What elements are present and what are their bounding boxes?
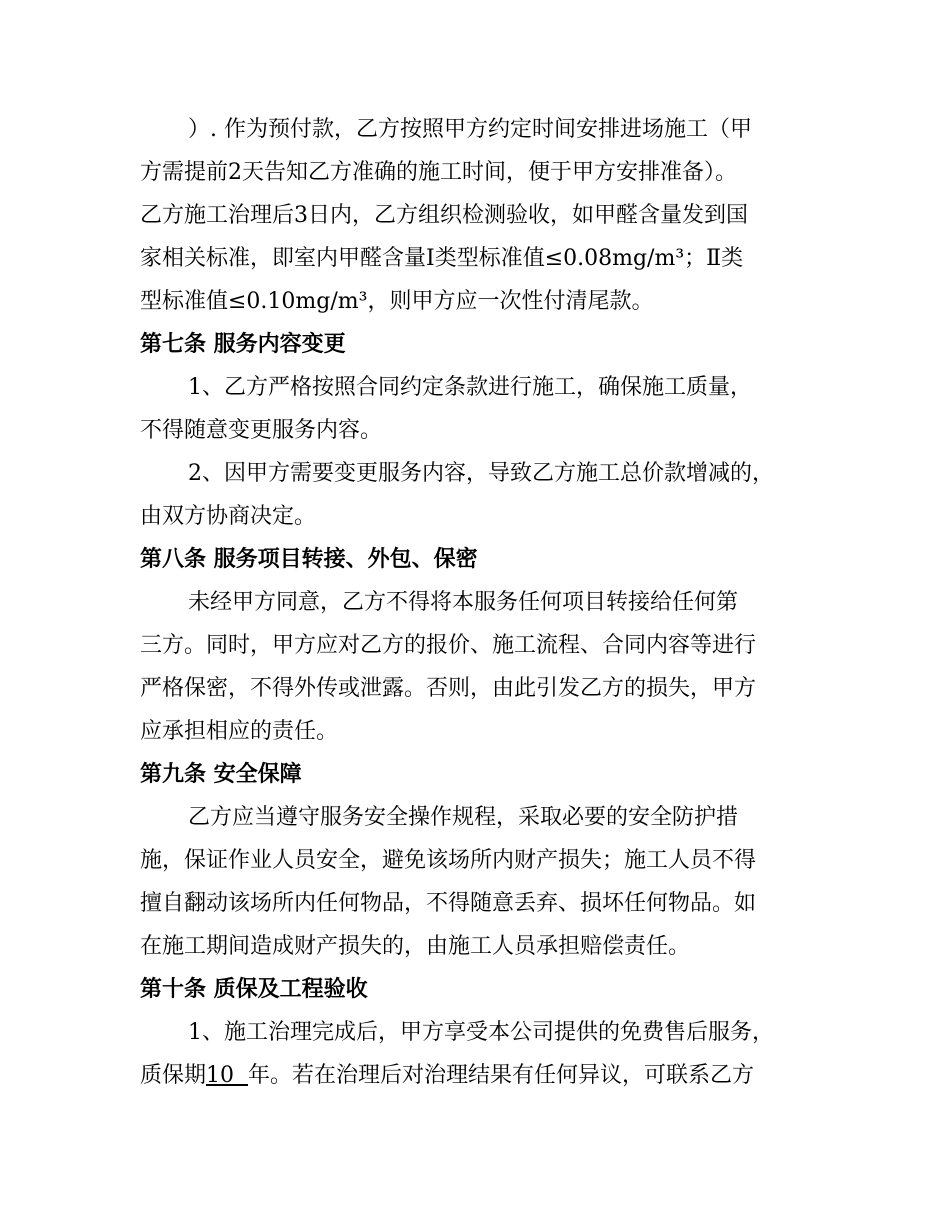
warranty-label: 质保期: [140, 1063, 207, 1088]
section-heading-article-7: 第七条 服务内容变更: [140, 332, 346, 357]
paragraph-line: 乙方施工治理后3日内，乙方组织检测验收，如甲醛含量发到国: [140, 203, 748, 228]
paragraph-line: ）. 作为预付款，乙方按照甲方约定时间安排进场施工（甲: [188, 117, 752, 142]
paragraph-line: 2、因甲方需要变更服务内容，导致乙方施工总价款增减的，: [188, 461, 774, 486]
paragraph-line: 严格保密，不得外传或泄露。否则，由此引发乙方的损失，甲方: [140, 676, 757, 701]
section-heading-article-10: 第十条 质保及工程验收: [140, 977, 368, 1002]
document-page: [140, 108, 812, 1097]
paragraph-line: 方需提前2天告知乙方准确的施工时间，便于甲方安排准备）。: [140, 160, 737, 185]
section-heading-article-8: 第八条 服务项目转接、外包、保密: [140, 547, 478, 572]
paragraph-line: 由双方协商决定。: [140, 504, 317, 529]
paragraph-line: 不得随意变更服务内容。: [140, 418, 383, 443]
warranty-years-value: 10: [206, 1063, 235, 1088]
warranty-rest: 年。若在治理后对治理结果有任何异议，可联系乙方: [248, 1063, 755, 1088]
paragraph-line: 1、乙方严格按照合同约定条款进行施工，确保施工质量，: [188, 375, 752, 400]
paragraph-line: 在施工期间造成财产损失的，由施工人员承担赔偿责任。: [140, 934, 691, 959]
paragraph-line: 家相关标准，即室内甲醛含量Ⅰ类型标准值≤0.08mg/m³；Ⅱ类: [140, 246, 744, 271]
paragraph-line: 1、施工治理完成后，甲方享受本公司提供的免费售后服务，: [188, 1020, 774, 1045]
section-heading-article-9: 第九条 安全保障: [140, 762, 302, 787]
warranty-years-blank: [234, 1063, 248, 1088]
paragraph-line: 未经甲方同意，乙方不得将本服务任何项目转接给任何第: [188, 590, 739, 615]
paragraph-line: 乙方应当遵守服务安全操作规程，采取必要的安全防护措: [188, 805, 739, 830]
paragraph-line: 型标准值≤0.10mg/m³，则甲方应一次性付清尾款。: [140, 289, 654, 314]
paragraph-line: 应承担相应的责任。: [140, 719, 339, 744]
paragraph-line: 施，保证作业人员安全，避免该场所内财产损失；施工人员不得: [140, 848, 757, 873]
paragraph-line: 擅自翻动该场所内任何物品，不得随意丢弃、损坏任何物品。如: [140, 891, 757, 916]
warranty-line: [140, 1054, 812, 1097]
paragraph-line: 三方。同时，甲方应对乙方的报价、施工流程、合同内容等进行: [140, 633, 757, 658]
